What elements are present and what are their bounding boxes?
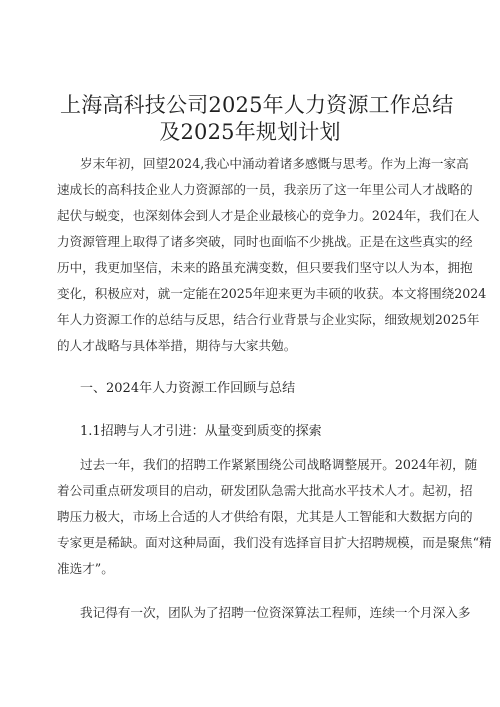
intro-line: 年人力资源工作的总结与反思，结合行业背景与企业实际，细致规划2025年 [57,312,480,327]
intro-line: 岁末年初，回望2024,我心中涌动着诸多感慨与思考。作为上海一家高 [80,156,469,171]
document-title-line-1: 上海高科技公司2025年人力资源工作总结 [60,93,454,117]
recruit-line: 准选才”。 [57,561,114,576]
intro-line: 速成长的高科技企业人力资源部的一员，我亲历了这一年里公司人才战略的 [57,182,473,197]
recruit-line: 过去一年，我们的招聘工作紧紧围绕公司战略调整展开。2024年初，随 [80,457,478,472]
intro-line: 历中，我更加坚信，未来的路虽充满变数，但只要我们坚守以人为本，拥抱 [57,260,473,275]
recruit-line: 着公司重点研发项目的启动，研发团队急需大批高水平技术人才。起初，招 [57,483,473,498]
intro-line: 变化，积极应对，就一定能在2025年迎来更为丰硕的收获。本文将围绕2024 [57,286,487,301]
story-line: 我记得有一次，团队为了招聘一位资深算法工程师，连续一个月深入多 [80,605,471,620]
subsection-heading: 1.1招聘与人才引进：从量变到质变的探索 [80,424,322,439]
intro-line: 起伏与蜕变，也深刻体会到人才是企业最核心的竞争力。2024年，我们在人 [57,208,480,223]
recruit-line: 聘压力极大，市场上合适的人才供给有限，尤其是人工智能和大数据方向的 [57,509,473,524]
intro-line: 力资源管理上取得了诸多突破，同时也面临不少挑战。正是在这些真实的经 [57,234,473,249]
document-title-line-2: 及2025年规划计划 [159,120,341,144]
intro-line: 的人才战略与具体举措，期待与大家共勉。 [57,338,297,353]
section-heading: 一、2024年人力资源工作回顾与总结 [80,381,296,396]
recruit-line: 专家更是稀缺。面对这种局面，我们没有选择盲目扩大招聘规模，而是聚焦“精 [57,535,492,550]
